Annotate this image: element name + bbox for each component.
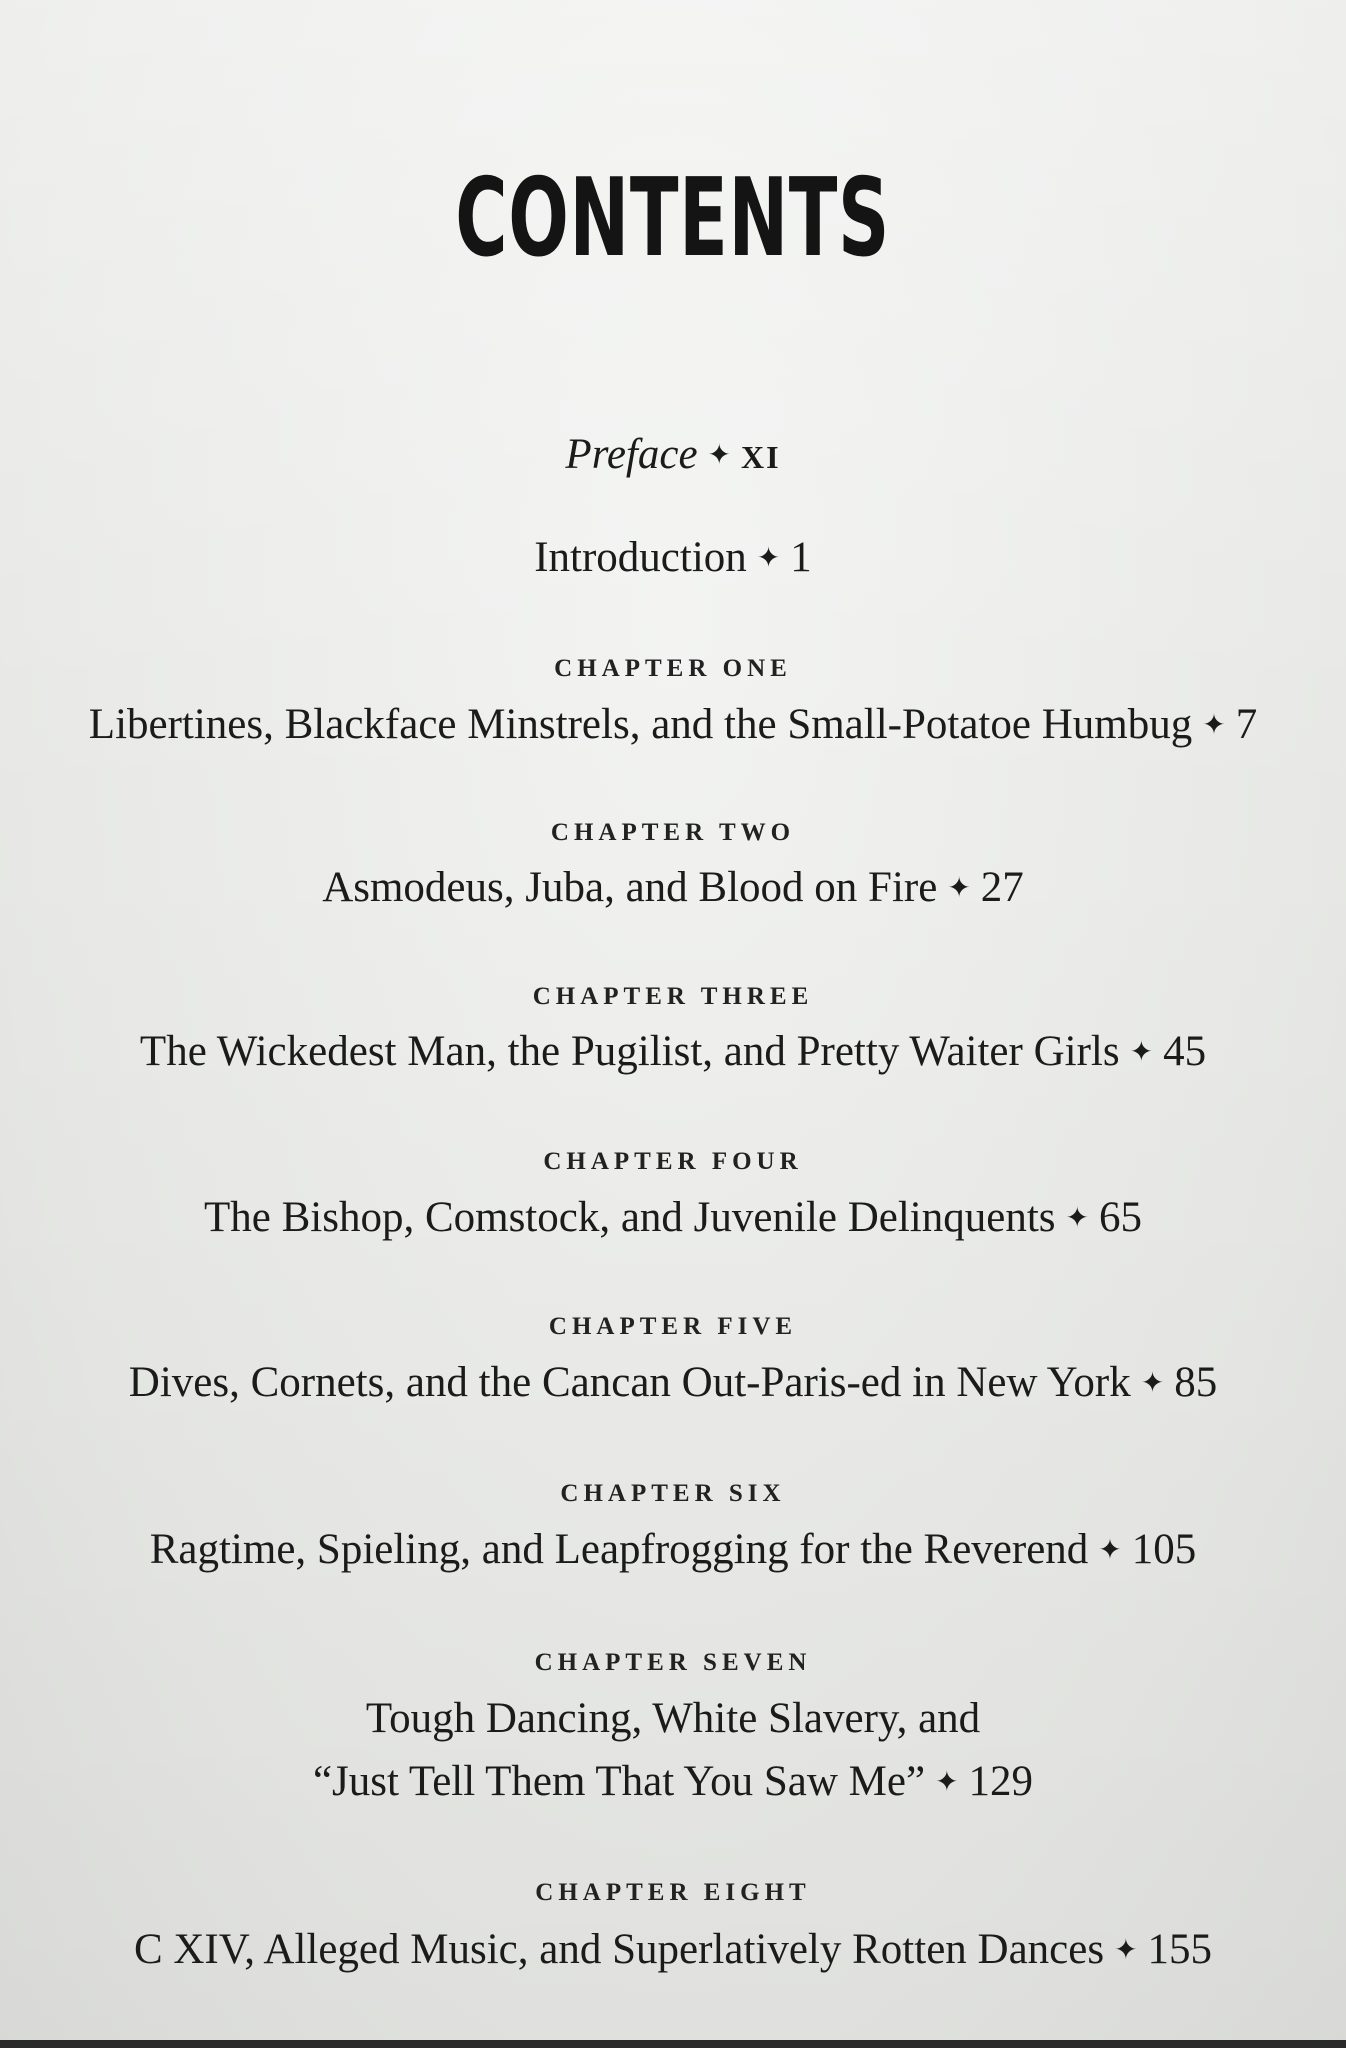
chapter-title: Tough Dancing, White Slavery, and <box>365 1695 981 1742</box>
chapter-label: CHAPTER THREE <box>532 983 814 1010</box>
chapter-page: 85 <box>1174 1359 1218 1406</box>
toc-entry-chapter-7-line-2 <box>0 1760 1346 1803</box>
toc-entry-chapter-1 <box>0 703 1346 746</box>
chapter-title: C XIV, Alleged Music, and Superlatively Rotten Dances <box>133 1926 1105 1973</box>
chapter-title: The Bishop, Comstock, and Juvenile Delinquents <box>203 1194 1056 1241</box>
chapter-page: 65 <box>1099 1194 1142 1241</box>
chapter-title: Dives, Cornets, and the Cancan Out-Paris-ed in New York <box>128 1359 1131 1406</box>
chapter-page: 7 <box>1235 701 1258 748</box>
star-separator-icon: ✦ <box>935 1765 959 1798</box>
introduction-page: 1 <box>790 534 812 581</box>
chapter-label: CHAPTER SIX <box>560 1480 786 1507</box>
introduction-label: Introduction <box>534 534 747 581</box>
chapter-label: CHAPTER EIGHT <box>535 1879 811 1906</box>
star-separator-icon: ✦ <box>1114 1933 1138 1966</box>
chapter-title: Asmodeus, Juba, and Blood on Fire <box>322 864 938 911</box>
toc-entry-chapter-8 <box>0 1928 1346 1971</box>
star-separator-icon: ✦ <box>1098 1533 1122 1566</box>
star-separator-icon: ✦ <box>947 871 971 904</box>
page-title: CONTENTS <box>455 156 891 281</box>
preface-page: XI <box>741 439 781 475</box>
chapter-page: 105 <box>1131 1526 1197 1573</box>
toc-entry-chapter-6 <box>0 1528 1346 1571</box>
toc-entry-chapter-7-line-1 <box>0 1697 1346 1740</box>
chapter-title: The Wickedest Man, the Pugilist, and Pretty Waiter Girls <box>139 1028 1120 1075</box>
star-separator-icon: ✦ <box>1129 1035 1154 1068</box>
page-bottom-edge <box>0 2040 1346 2048</box>
chapter-label: CHAPTER ONE <box>554 655 792 682</box>
chapter-label: CHAPTER TWO <box>550 819 796 846</box>
star-separator-icon: ✦ <box>707 438 731 471</box>
toc-entry-chapter-4 <box>0 1196 1346 1239</box>
chapter-page: 45 <box>1163 1028 1207 1075</box>
chapter-title: Ragtime, Spieling, and Leapfrogging for the Reverend <box>149 1526 1089 1573</box>
toc-entry-chapter-3 <box>0 1030 1346 1073</box>
chapter-label: CHAPTER FIVE <box>548 1313 798 1340</box>
chapter-page: 155 <box>1147 1926 1213 1973</box>
toc-entry-introduction <box>0 536 1346 579</box>
chapter-label: CHAPTER SEVEN <box>534 1649 812 1676</box>
toc-entry-chapter-2 <box>0 866 1346 909</box>
star-separator-icon: ✦ <box>756 541 781 574</box>
chapter-label: CHAPTER FOUR <box>543 1148 803 1175</box>
preface-label: Preface <box>565 431 698 478</box>
toc-entry-preface <box>0 433 1346 476</box>
star-separator-icon: ✦ <box>1140 1366 1165 1399</box>
chapter-title: Libertines, Blackface Minstrels, and the Small-Potatoe Humbug <box>88 701 1193 748</box>
star-separator-icon: ✦ <box>1065 1201 1089 1234</box>
chapter-page: 129 <box>968 1758 1034 1805</box>
toc-entry-chapter-5 <box>0 1361 1346 1404</box>
chapter-page: 27 <box>980 864 1024 911</box>
chapter-title: “Just Tell Them That You Saw Me” <box>312 1758 926 1805</box>
star-separator-icon: ✦ <box>1202 708 1226 741</box>
